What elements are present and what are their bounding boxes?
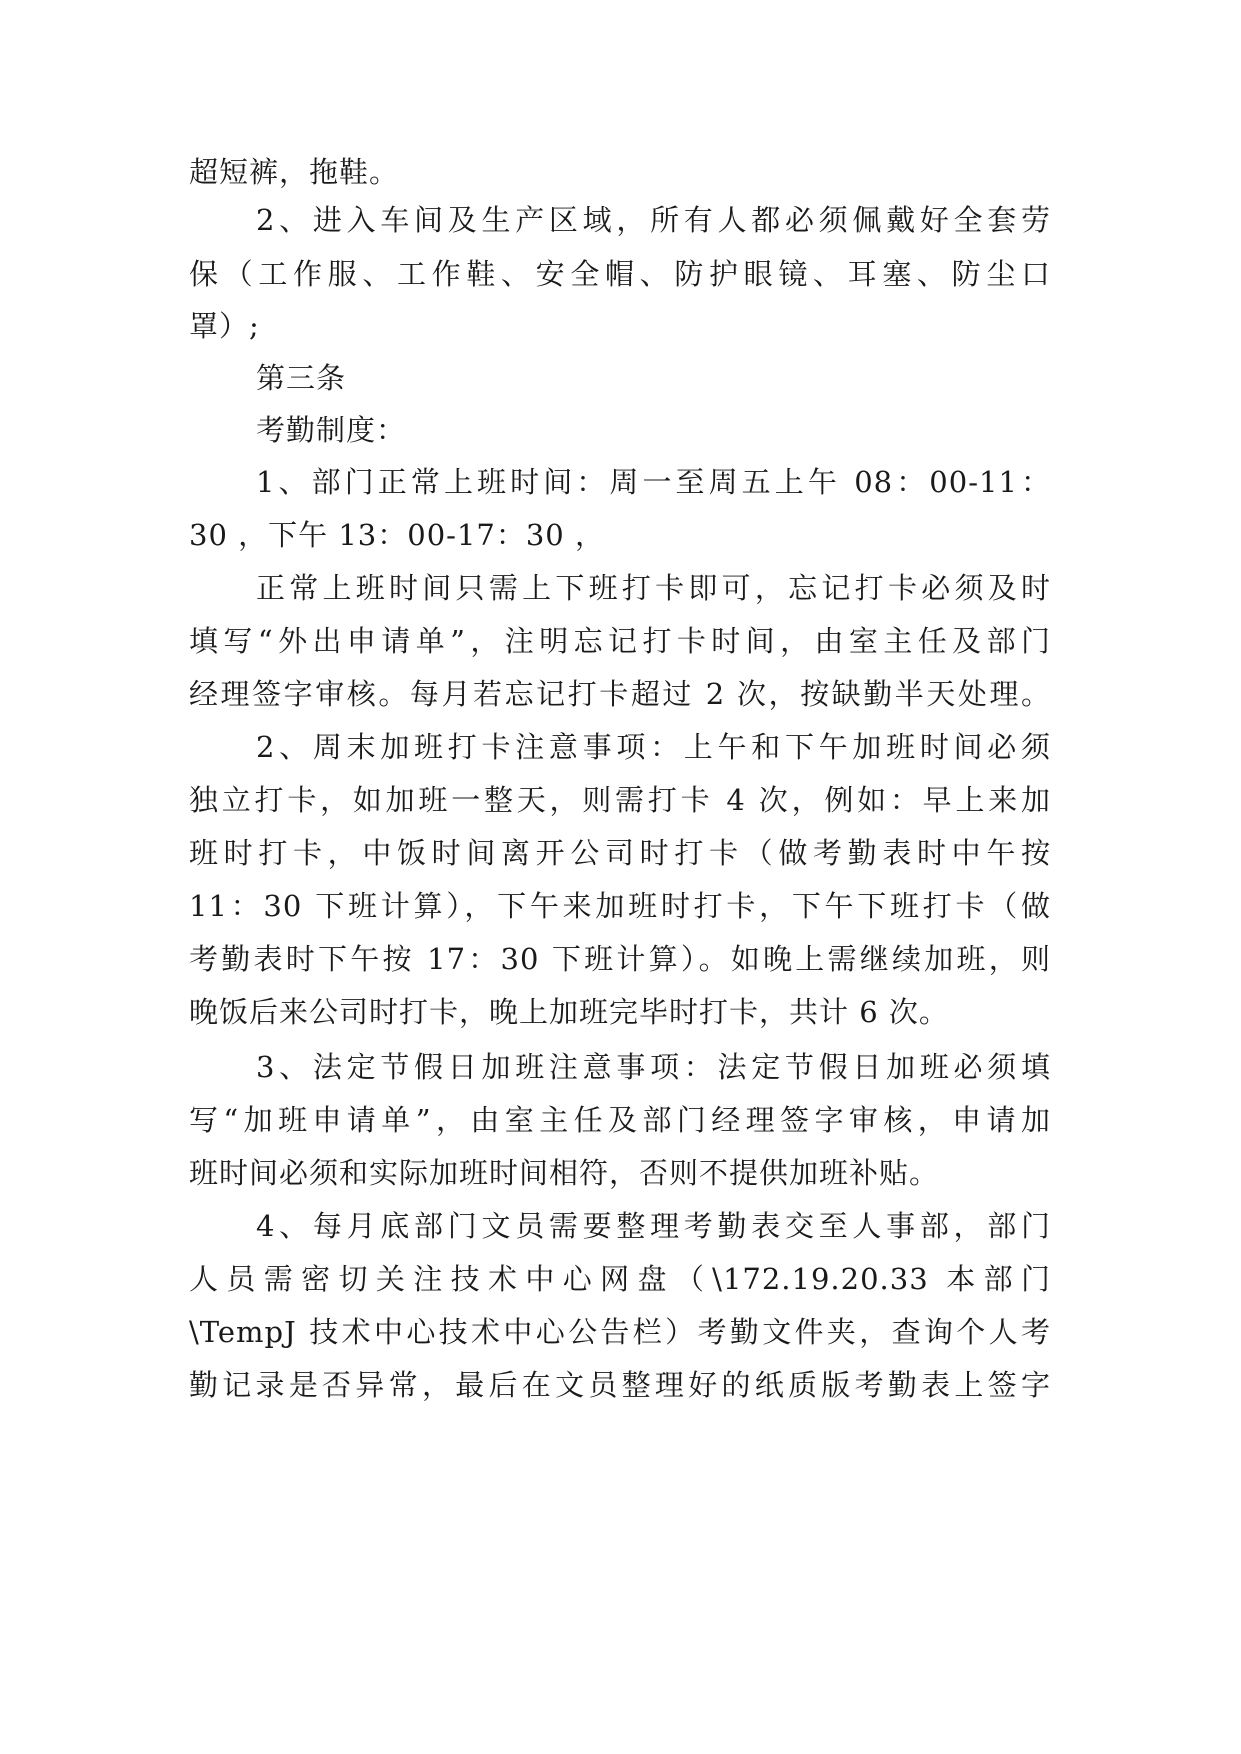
section-heading: 第三条 — [256, 361, 347, 395]
text-line: 班时打卡，中饭时间离开公司时打卡（做考勤表时中午按 — [189, 836, 1051, 870]
text-line: 晚饭后来公司时打卡，晚上加班完毕时打卡，共计 6 次。 — [189, 995, 949, 1029]
text-line: 经理签字审核。每月若忘记打卡超过 2 次，按缺勤半天处理。 — [189, 677, 1051, 711]
text-line: 超短裤，拖鞋。 — [189, 155, 400, 189]
text-line: 30 ，下午 13：00-17：30 ， — [189, 518, 605, 552]
text-line: 正常上班时间只需上下班打卡即可，忘记打卡必须及时 — [256, 571, 1051, 605]
text-line: 人员需密切关注技术中心网盘（\172.19.20.33 本部门 — [189, 1262, 1051, 1296]
text-line: 4、每月底部门文员需要整理考勤表交至人事部，部门 — [256, 1209, 1051, 1243]
text-line: 11：30 下班计算），下午来加班时打卡，下午下班打卡（做 — [189, 889, 1051, 923]
text-line: 3、法定节假日加班注意事项：法定节假日加班必须填 — [256, 1050, 1051, 1084]
text-line: 考勤表时下午按 17：30 下班计算）。如晚上需继续加班，则 — [189, 942, 1051, 976]
text-line: 1、部门正常上班时间：周一至周五上午 08：00-11： — [256, 465, 1051, 499]
text-line: 保（工作服、工作鞋、安全帽、防护眼镜、耳塞、防尘口 — [189, 257, 1051, 291]
text-line: 2、周末加班打卡注意事项：上午和下午加班时间必须 — [256, 730, 1051, 764]
text-line: 罩）; — [189, 309, 260, 343]
text-line: \TempJ 技术中心技术中心公告栏）考勤文件夹，查询个人考 — [189, 1315, 1051, 1349]
text-line: 班时间必须和实际加班时间相符，否则不提供加班补贴。 — [189, 1156, 940, 1190]
text-line: 填写“外出申请单”，注明忘记打卡时间，由室主任及部门 — [189, 624, 1051, 658]
text-line: 勤记录是否异常，最后在文员整理好的纸质版考勤表上签字 — [189, 1368, 1051, 1402]
text-line: 2、进入车间及生产区域，所有人都必须佩戴好全套劳 — [256, 203, 1051, 237]
section-subheading: 考勤制度： — [256, 413, 407, 447]
text-line: 写“加班申请单”，由室主任及部门经理签字审核，申请加 — [189, 1103, 1051, 1137]
text-line: 独立打卡，如加班一整天，则需打卡 4 次，例如：早上来加 — [189, 783, 1051, 817]
